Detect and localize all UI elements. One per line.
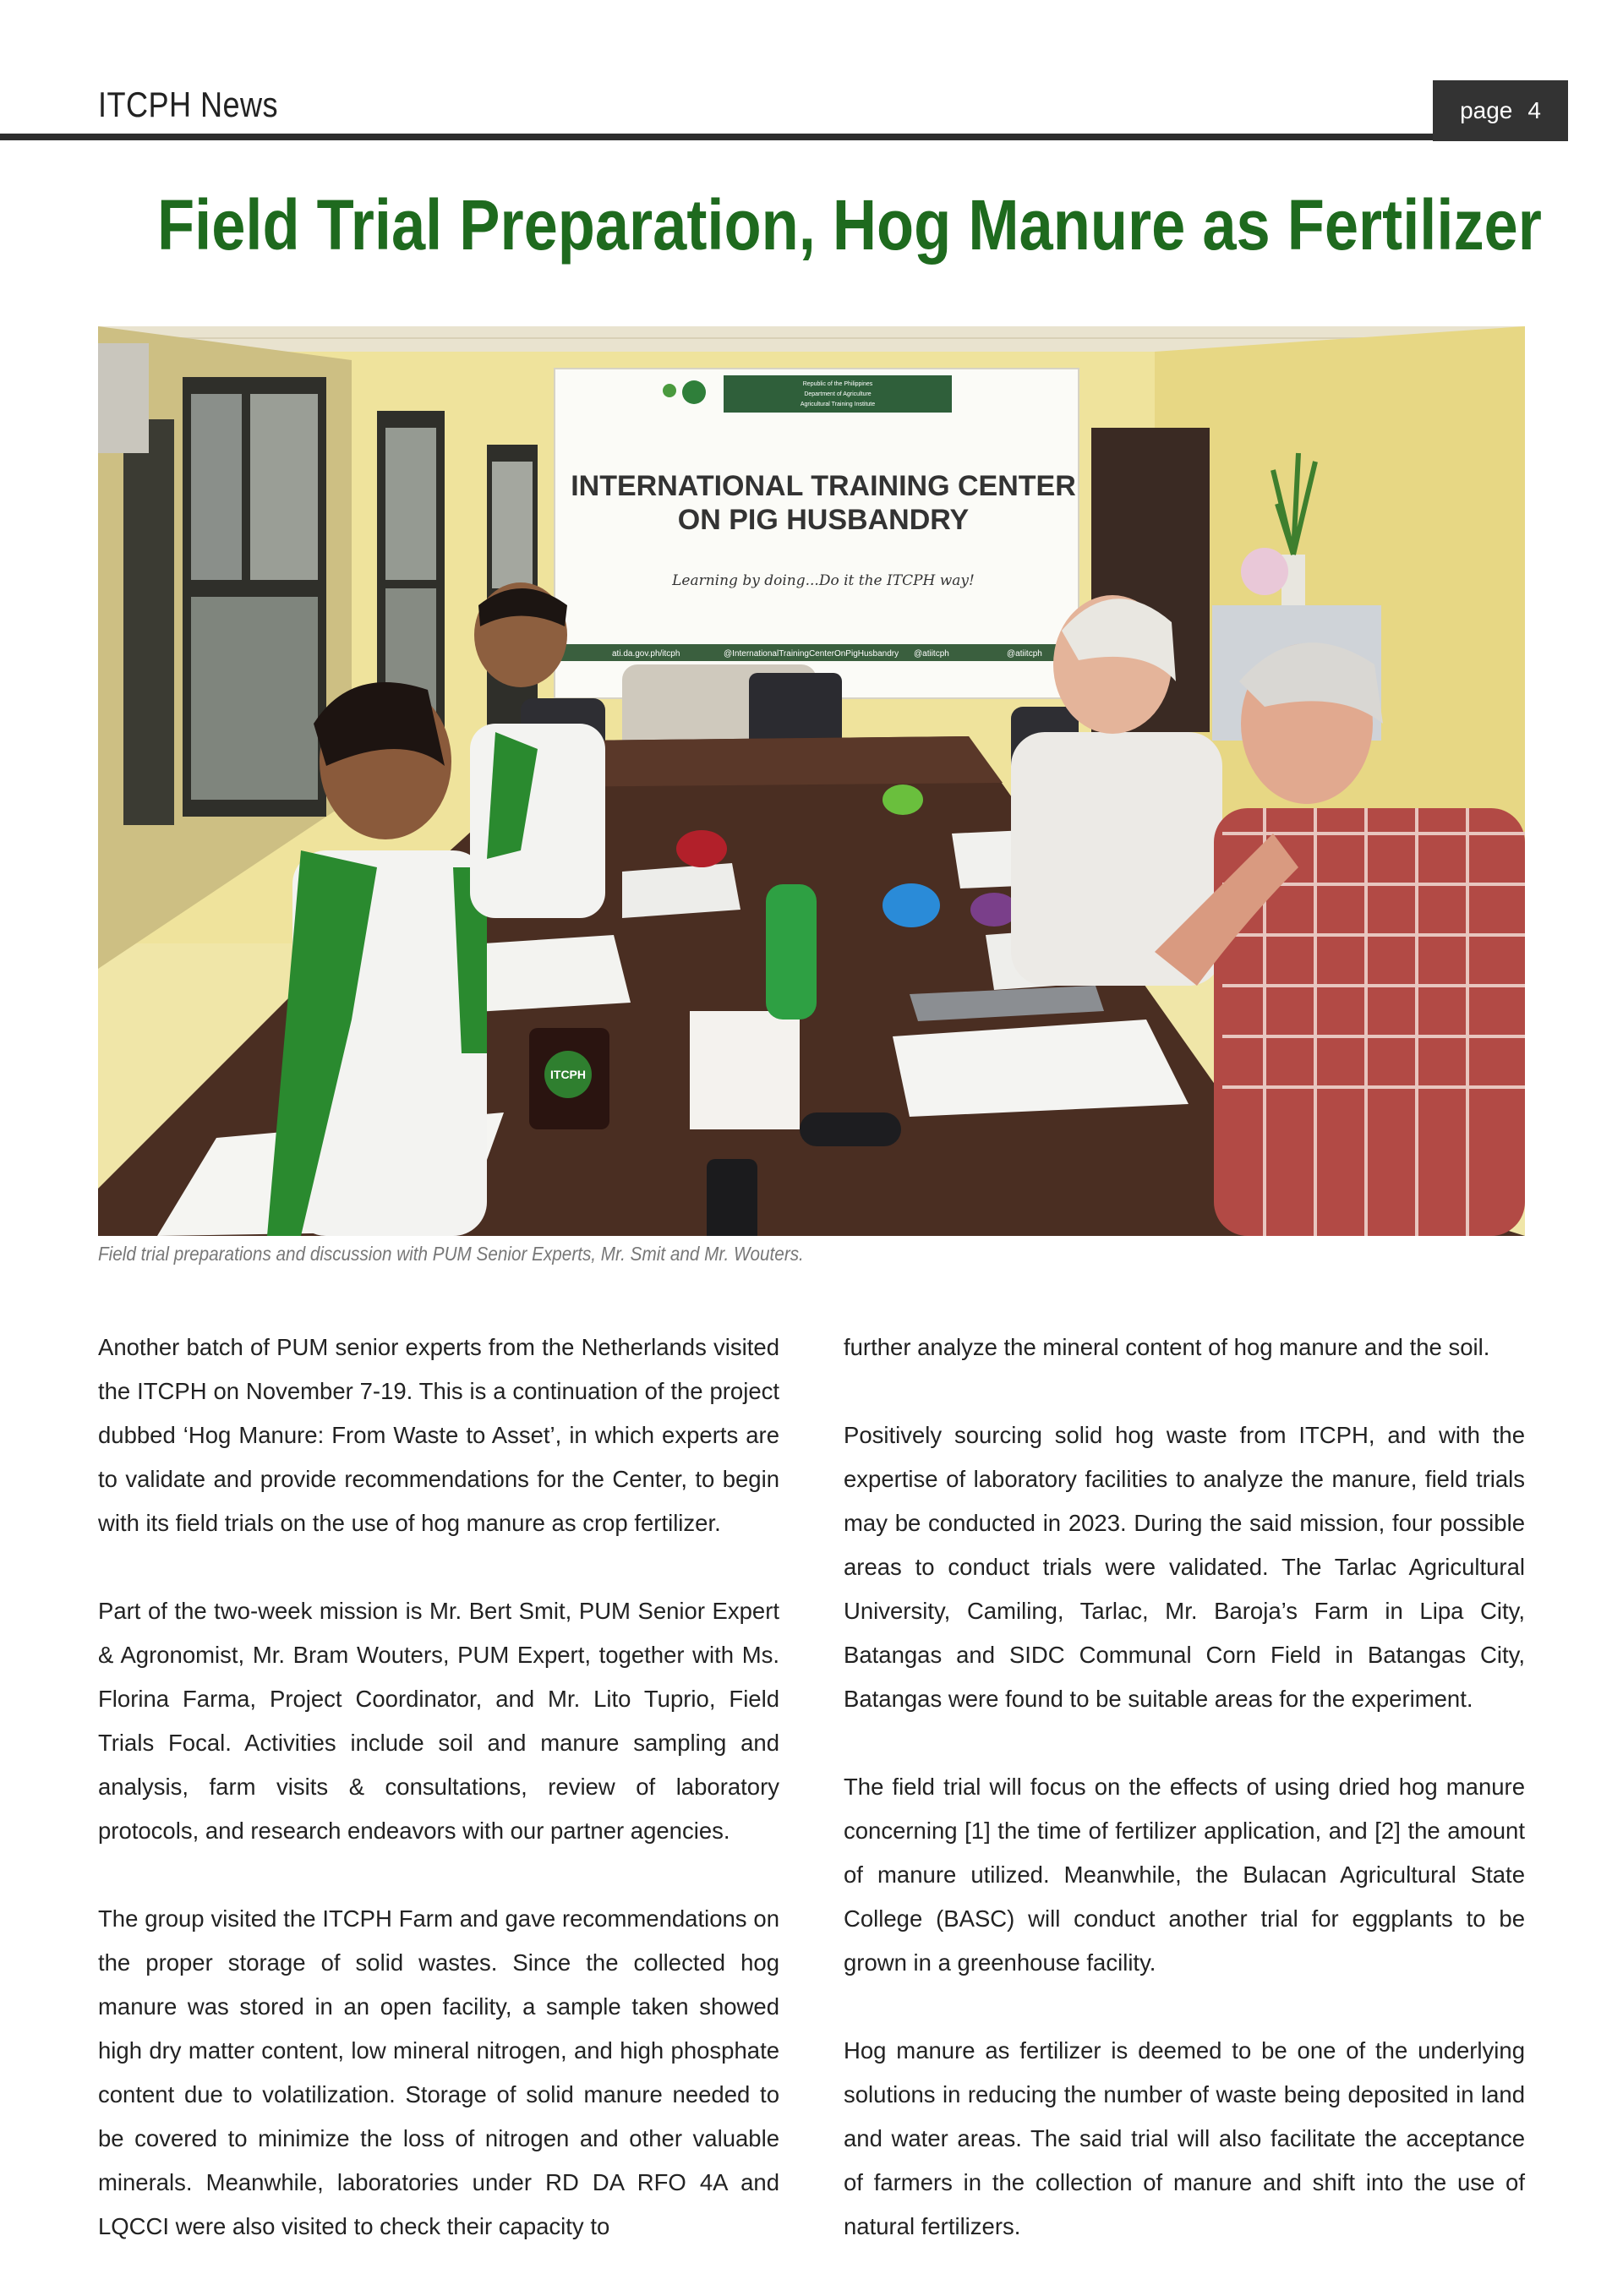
page-number: 4 bbox=[1527, 97, 1541, 123]
mug-text: ITCPH bbox=[550, 1068, 586, 1081]
paragraph: The field trial will focus on the effects of using dried hog manure concerning [1] the time of fertilizer application, and [2] the amount of manure utilized. Meanwhile, the Bulacan Agricultural State College (BASC) will conduct another trial for eggplants to be grown in a greenhouse facility. bbox=[844, 1774, 1525, 1976]
paragraph: The group visited the ITCPH Farm and gave recommendations on the proper storage of solid wastes. Since the collected hog manure was stored in an open facility, a sample taken showed high dry matter content, low mineral nitrogen, and high phosphate content due to volatilization. Storage of solid manure needed to be covered to minimize the loss of nitrogen and other valuable minerals. Meanwhile, laboratories under RD DA RFO 4A and LQCCI were also visited to check their capacity to bbox=[98, 1905, 779, 2239]
paragraph: Part of the two-week mission is Mr. Bert Smit, PUM Senior Expert & Agronomist, Mr. Bram Wouters, PUM Expert, together with Ms. Florina Farma, Project Coordinator, and Mr. Lito Tuprio, Field Trials Focal. Activities include soil and manure sampling and analysis, farm visits & consultations, review of laboratory protocols, and research endeavors with our partner agencies. bbox=[98, 1598, 779, 1844]
newsletter-name: ITCPH News bbox=[98, 85, 279, 124]
paragraph: Another batch of PUM senior experts from the Netherlands visited the ITCPH on November 7-19. This is a continuation of the project dubbed ‘Hog Manure: From Waste to Asset’, in which experts are to validate and provide recommendations for the Center, to begin with its field trials on the use of hog manure as crop fertilizer. bbox=[98, 1334, 779, 1536]
banner-instagram: @atiitcph bbox=[1007, 649, 1042, 659]
banner-title-line2: ON PIG HUSBANDRY bbox=[677, 504, 970, 536]
article-title: Field Trial Preparation, Hog Manure as Fertilizer bbox=[157, 185, 1542, 265]
banner-seal-icon bbox=[663, 384, 676, 397]
article-photo bbox=[98, 326, 1525, 1236]
article-column-left bbox=[98, 1326, 779, 2249]
paragraph: Hog manure as fertilizer is deemed to be one of the underlying solutions in reducing the number of waste being deposited in land and water areas. The said trial will also facilitate the acceptance of farmers in the collection of manure and shift into the use of natural fertilizers. bbox=[844, 2037, 1525, 2239]
paragraph: Positively sourcing solid hog waste from ITCPH, and with the expertise of laboratory facilities to analyze the manure, field trials may be conducted in 2023. During the said mission, four possible areas to conduct trials were validated. The Tarlac Agricultural University, Camiling, Tarlac, Mr. Baroja’s Farm in Lipa City, Batangas and SIDC Communal Corn Field in Batangas City, Batangas were found to be suitable areas for the experiment. bbox=[844, 1422, 1525, 1712]
banner-department: Department of Agriculture bbox=[804, 391, 872, 397]
page-word: page bbox=[1460, 97, 1513, 123]
photo-caption: Field trial preparations and discussion with PUM Senior Experts, Mr. Smit and Mr. Wouters. bbox=[98, 1243, 804, 1265]
page-number-tab bbox=[1433, 80, 1568, 141]
banner-web: ati.da.gov.ph/itcph bbox=[612, 649, 680, 659]
banner-logo-icon bbox=[682, 380, 706, 404]
banner-republic: Republic of the Philippines bbox=[802, 381, 873, 387]
banner-institute: Agricultural Training Institute bbox=[800, 402, 876, 407]
header-divider bbox=[0, 134, 1437, 140]
banner-title-line1: INTERNATIONAL TRAINING CENTER bbox=[571, 470, 1076, 502]
banner-tagline: Learning by doing...Do it the ITCPH way! bbox=[672, 572, 975, 589]
paragraph: further analyze the mineral content of hog manure and the soil. bbox=[844, 1334, 1490, 1360]
banner-facebook: @InternationalTrainingCenterOnPigHusbandry bbox=[724, 649, 899, 659]
banner-twitter: @atiitcph bbox=[914, 649, 949, 659]
article-column-right bbox=[844, 1326, 1525, 2249]
